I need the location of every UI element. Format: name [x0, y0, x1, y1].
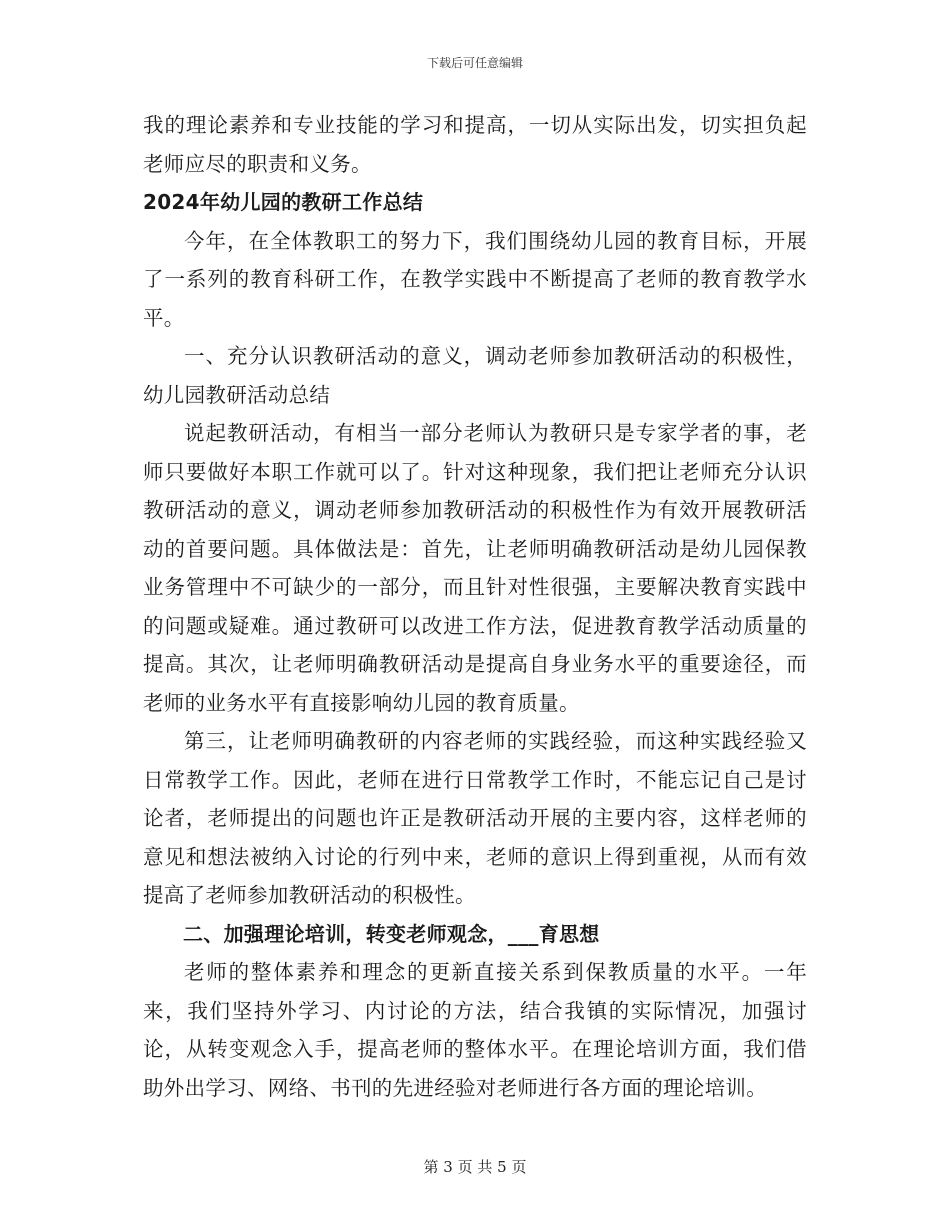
- section-heading-2: 二、加强理论培训，转变老师观念，___育思想: [183, 921, 600, 946]
- paragraph-third-point: 第三，让老师明确教研的内容老师的实践经验，而这种实践经验又日常教学工作。因此，老师在进行日常教学工作时，不能忘记自己是讨论者，老师提出的问题也许正是教研活动开展的主要内容，这样老师的意见和想法被纳入讨论的行列中来，老师的意识上得到重视，从而有效提高了老师参加教研活动的积极性。: [143, 729, 807, 907]
- page-header: 下载后可任意编辑: [426, 56, 523, 70]
- document-body: [143, 106, 807, 1107]
- page-number-footer: 第 3 页 共 5 页: [423, 1158, 527, 1176]
- paragraph-continuation: 我的理论素养和专业技能的学习和提高，一切从实际出发，切实担负起老师应尽的职责和义务。: [143, 113, 807, 176]
- document-title: 2024年幼儿园的教研工作总结: [143, 190, 424, 214]
- section-heading-1: 一、充分认识教研活动的意义，调动老师参加教研活动的积极性，幼儿园教研活动总结: [143, 344, 807, 407]
- paragraph-intro: 今年，在全体教职工的努力下，我们围绕幼儿园的教育目标，开展了一系列的教育科研工作，在教学实践中不断提高了老师的教育教学水平。: [143, 228, 807, 330]
- paragraph-section-1: 说起教研活动，有相当一部分老师认为教研只是专家学者的事，老师只要做好本职工作就可以了。针对这种现象，我们把让老师充分认识教研活动的意义，调动老师参加教研活动的积极性作为有效开展教研活动的首要问题。具体做法是：首先，让老师明确教研活动是幼儿园保教业务管理中不可缺少的一部分，而且针对性很强，主要解决教育实践中的问题或疑难。通过教研可以改进工作方法，促进教育教学活动质量的提高。其次，让老师明确教研活动是提高自身业务水平的重要途径，而老师的业务水平有直接影响幼儿园的教育质量。: [143, 421, 807, 715]
- paragraph-section-2: 老师的整体素养和理念的更新直接关系到保教质量的水平。一年来，我们坚持外学习、内讨论的方法，结合我镇的实际情况，加强讨论，从转变观念入手，提高老师的整体水平。在理论培训方面，我们借助外出学习、网络、书刊的先进经验对老师进行各方面的理论培训。: [143, 960, 807, 1100]
